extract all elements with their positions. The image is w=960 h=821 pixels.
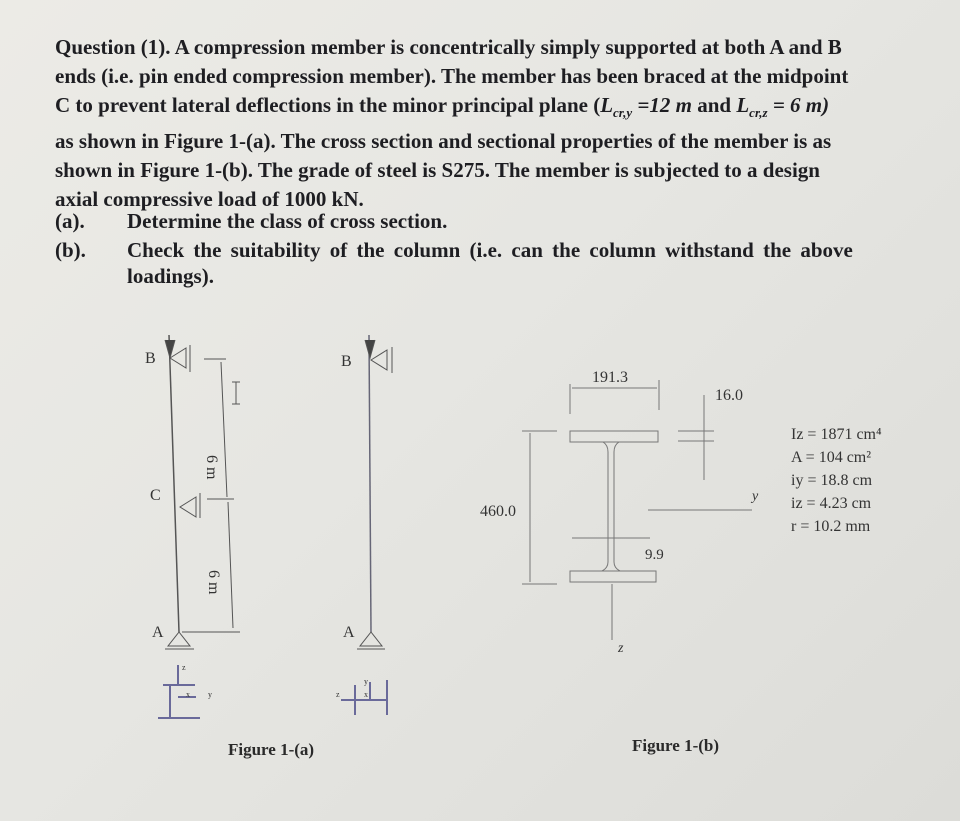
property: iy = 18.8 cm — [791, 472, 873, 489]
question-heading: Question (1). — [55, 35, 171, 59]
web-thickness-dim: 9.9 — [645, 547, 664, 563]
question-line: ends (i.e. pin ended compression member). The member has been braced at the midpoint — [55, 64, 849, 88]
column-left — [158, 335, 240, 718]
lcry-value: =12 m — [632, 93, 692, 117]
property: A = 104 cm² — [791, 449, 872, 466]
question-line: shown in Figure 1-(b). The grade of steel is S275. The member is subjected to a design — [55, 158, 820, 183]
pin-support-a-icon — [360, 632, 382, 646]
question-line: A compression member is concentrically simply supported at both A and B — [170, 35, 842, 59]
axis-z-label: z — [618, 641, 624, 656]
question-line: as shown in Figure 1-(a). The cross section and sectional properties of the member is as — [55, 129, 832, 154]
section-axes-icon-left — [158, 665, 200, 718]
label-c: C — [150, 487, 161, 504]
axis-label: z — [336, 690, 340, 699]
part-label: (b). — [55, 238, 86, 262]
axis-label: z — [182, 663, 186, 672]
upper-length: 6 m — [203, 455, 220, 480]
question-line: C to prevent lateral deflections in the minor principal plane ( — [55, 93, 601, 117]
property: r = 10.2 mm — [791, 518, 871, 535]
i-section-symbol — [232, 382, 240, 404]
i-section-drawing — [522, 380, 752, 640]
figure-a-caption: Figure 1-(a) — [228, 740, 315, 759]
property: iz = 4.23 cm — [791, 495, 872, 512]
pin-support-c-icon — [180, 497, 196, 517]
part-text-continued: loadings). — [127, 264, 214, 288]
lcry-symbol: L — [600, 93, 614, 117]
label-a: A — [152, 624, 164, 641]
depth-dim: 460.0 — [480, 503, 516, 520]
part-text: Determine the class of cross section. — [127, 209, 448, 233]
flange-width-dim: 191.3 — [592, 369, 628, 386]
axis-y-label: y — [752, 489, 759, 504]
part-label: (a). — [55, 209, 85, 233]
and-text: and — [691, 93, 737, 117]
pin-support-b-icon — [371, 350, 387, 370]
label-b: B — [145, 350, 156, 367]
lcrz-symbol: L — [736, 93, 750, 117]
axis-label: y — [364, 677, 368, 686]
axis-label: x — [364, 690, 368, 699]
section-properties — [791, 426, 882, 535]
lower-length: 6 m — [205, 570, 222, 595]
flange-thickness-dim: 16.0 — [715, 387, 743, 404]
label-a: A — [343, 624, 355, 641]
lcry-subscript: cr,y — [613, 105, 633, 121]
column-right — [341, 335, 392, 715]
pin-support-a-icon — [168, 632, 190, 646]
axis-label: y — [208, 690, 212, 699]
lcrz-value: = 6 m) — [767, 93, 830, 117]
property: Iz = 1871 cm⁴ — [791, 426, 882, 443]
label-b: B — [341, 353, 352, 370]
lcrz-subscript: cr,z — [749, 105, 768, 121]
part-text: Check the suitability of the column (i.e. can the column withstand the above — [127, 238, 853, 262]
question-line: axial compressive load of 1000 kN. — [55, 187, 364, 212]
axis-label: x — [186, 690, 190, 699]
figure-b-caption: Figure 1-(b) — [632, 736, 720, 755]
